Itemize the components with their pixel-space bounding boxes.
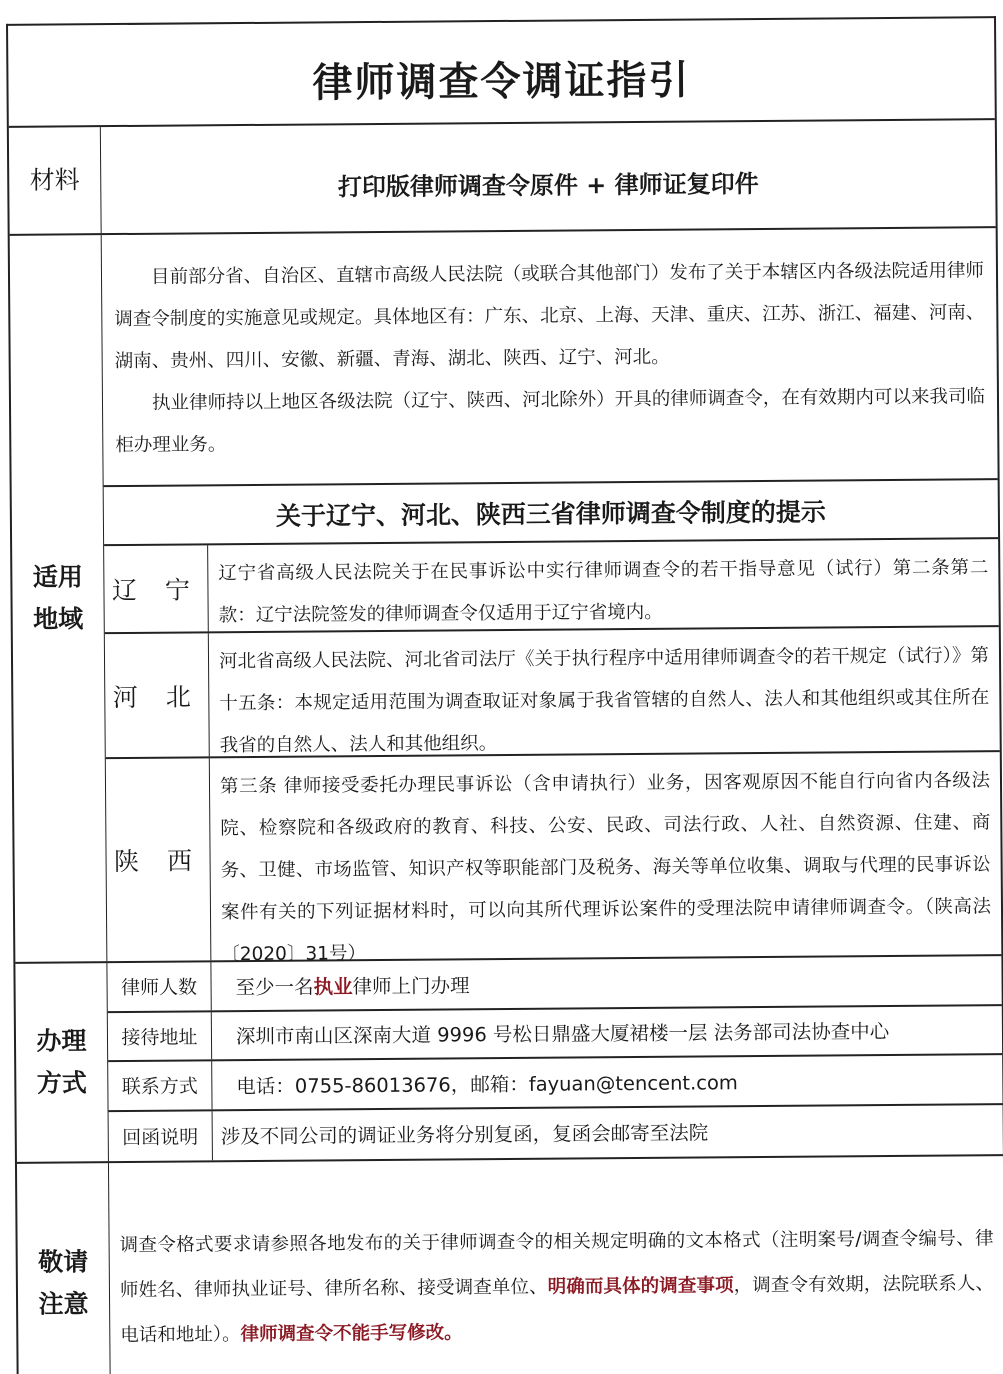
- notes-part-2: ，调查令有效期，法院联系人、电话和地址）。: [120, 1273, 995, 1347]
- materials-label: 材料: [29, 165, 80, 195]
- value-highlight: 执业: [313, 974, 353, 999]
- notes-row: [17, 1156, 1003, 1374]
- province-rule: 河北省高级人民法院、河北省司法厅《关于执行程序中适用律师调查令的若干规定（试行）》第十五条：本规定适用范围为调查取证对象属于我省管辖的自然人、法人和其他组织或其住所在我省的自然人、法人和其他组织。: [218, 645, 990, 757]
- regions-content-cell: [102, 228, 1002, 966]
- handling-item-contact: [108, 1055, 1002, 1112]
- handling-key: 回函说明: [109, 1111, 213, 1161]
- intro-paragraph-1: 目前部分省、自治区、直辖市高级人民法院（或联合其他部门）发布了关于本辖区内各级法院适用律师调查令制度的实施意见或规定。具体地区有：广东、北京、上海、天津、重庆、江苏、浙江、福建、河南、湖南、贵州、四川、安徽、新疆、青海、湖北、陕西、辽宁、河北。: [114, 260, 985, 373]
- handling-label-line2: 方式: [36, 1068, 87, 1098]
- handling-value: 深圳市南山区深南大道 9996 号松日鼎盛大厦裙楼一层 法务部司法协查中心: [235, 1020, 890, 1049]
- intro-paragraph-2: 执业律师持以上地区各级法院（辽宁、陕西、河北除外）开具的律师调查令，在有效期内可以来我司临柜办理业务。: [115, 386, 986, 457]
- province-row-liaoning: [104, 539, 999, 634]
- handling-key: 联系方式: [108, 1061, 212, 1109]
- notes-content-cell: [109, 1156, 1003, 1374]
- province-name: 辽 宁: [104, 545, 209, 632]
- notes-label-line2: 注意: [38, 1289, 89, 1319]
- value-prefix: 至少一名: [235, 975, 314, 999]
- handling-value: [211, 966, 1001, 1000]
- materials-row: [9, 120, 996, 236]
- handling-key: 律师人数: [107, 962, 211, 1010]
- handling-label-cell: [15, 963, 109, 1162]
- document-title: 律师调查令调证指引: [312, 57, 691, 106]
- notes-highlight-2: 律师调查令不能手写修改。: [240, 1322, 463, 1346]
- province-row-shaanxi: [106, 752, 1002, 966]
- title-row: [8, 18, 995, 128]
- province-rule: 辽宁省高级人民法院关于在民事诉讼中实行律师调查令的若干指导意见（试行）第二条第二款：辽宁法院签发的律师调查令仅适用于辽宁省境内。: [218, 557, 989, 627]
- notes-label-cell: [17, 1163, 111, 1374]
- notes-highlight-1: 明确而具体的调查事项: [547, 1275, 734, 1298]
- province-name: 河 北: [105, 633, 210, 757]
- handling-item-address: [108, 1006, 1002, 1063]
- regions-label-line2: 地域: [33, 604, 84, 634]
- handling-item-reply-note: [109, 1105, 1003, 1162]
- materials-value: 打印版律师调查令原件 + 律师证复印件: [337, 169, 759, 201]
- materials-content-cell: [101, 120, 996, 233]
- applicable-regions-row: [10, 228, 1002, 964]
- handling-item-lawyer-count: [107, 956, 1001, 1013]
- value-suffix: 律师上门办理: [352, 974, 470, 998]
- province-row-hebei: [105, 627, 1000, 759]
- notes-label-line1: 敬请: [38, 1246, 89, 1277]
- handling-value: 电话：0755-86013676，邮箱：fayuan@tencent.com: [236, 1070, 738, 1098]
- province-rule: 第三条 律师接受委托办理民事诉讼（含申请执行）业务，因客观原因不能自行向省内各级法院、检察院和各级政府的教育、科技、公安、民政、司法行政、人社、自然资源、住建、商务、卫健、市场监管、知识产权等职能部门及税务、海关等单位收集、调取与代理的民事诉讼案件有关的下列证据材料时，可以向其所代理诉讼案件的受理法院申请律师调查令。（陕高法〔2020〕31号）: [219, 770, 992, 966]
- province-name: 陕 西: [106, 758, 212, 961]
- regions-label-cell: [10, 235, 108, 962]
- handling-value: 涉及不同公司的调证业务将分别复函，复函会邮寄至法院: [220, 1121, 709, 1149]
- materials-label-cell: [9, 127, 102, 234]
- handling-label-line1: 办理: [36, 1025, 87, 1056]
- three-provinces-notice-title: 关于辽宁、河北、陕西三省律师调查令制度的提示: [104, 480, 998, 546]
- regions-label-line1: 适用: [32, 561, 83, 592]
- handling-key: 接待地址: [108, 1012, 212, 1060]
- notes-text: [109, 1156, 1003, 1368]
- handling-method-row: [15, 956, 1003, 1164]
- handling-content-cell: [107, 956, 1003, 1161]
- guide-document: [6, 16, 1003, 1374]
- notes-part-1: 调查令格式要求请参照各地发布的关于律师调查令的相关规定明确的文本格式（注明案号/调查令编号、律师姓名、律师执业证号、律所名称、接受调查单位、: [119, 1228, 994, 1302]
- regions-intro: [102, 228, 998, 487]
